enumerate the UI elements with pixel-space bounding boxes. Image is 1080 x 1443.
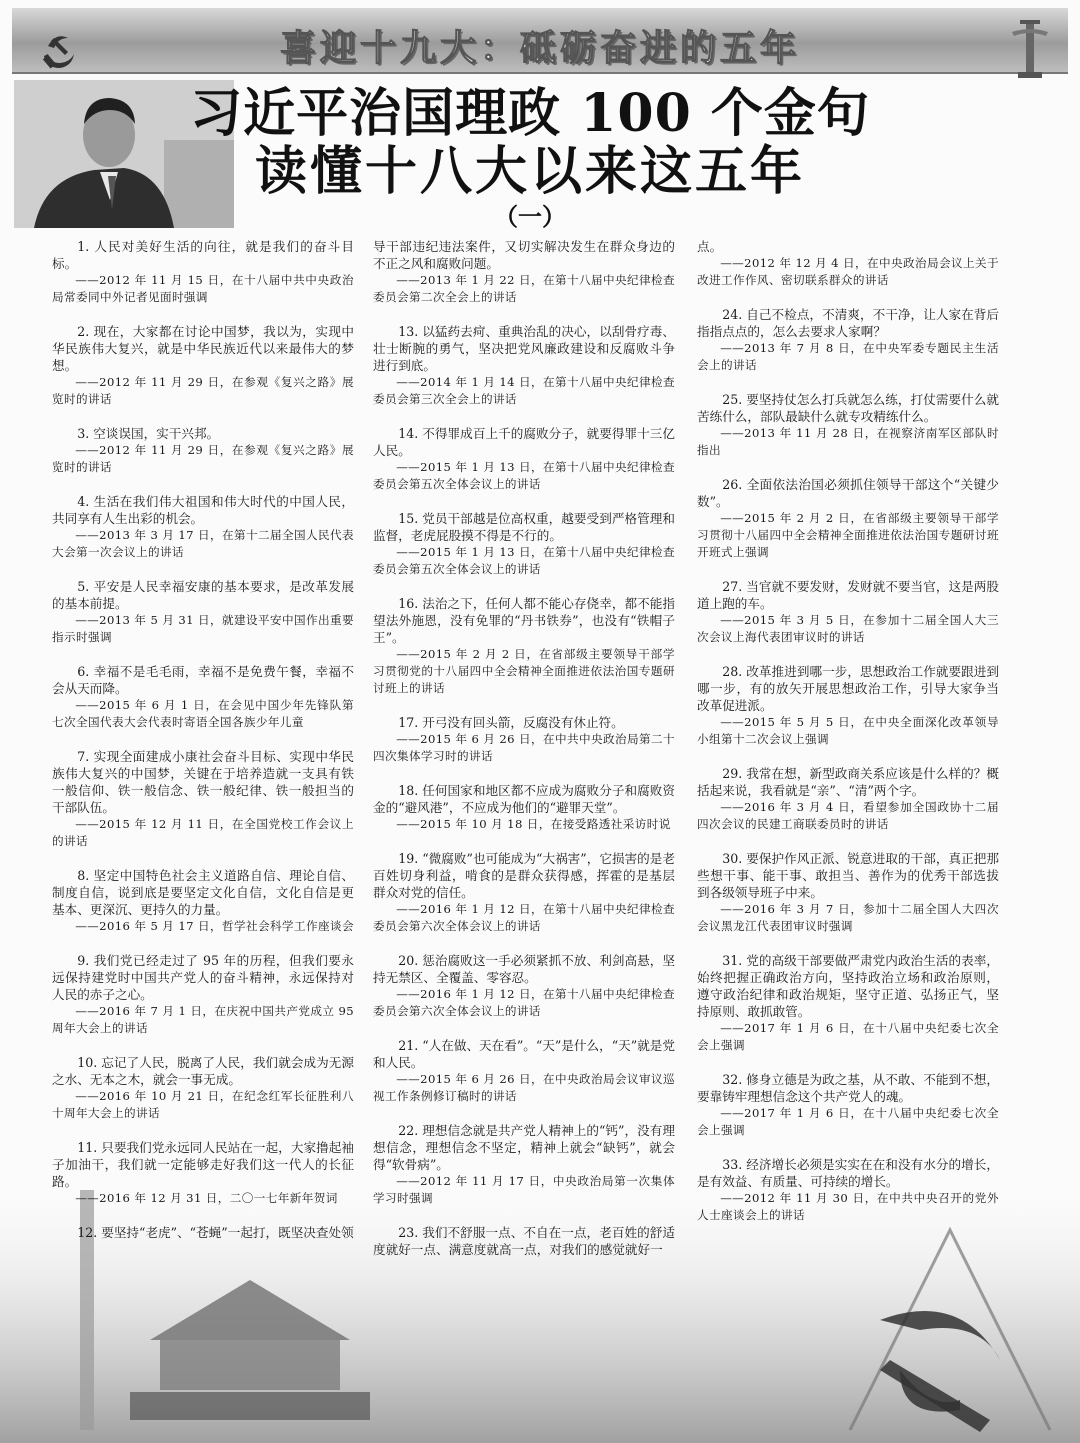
quote-text: 20. 惩治腐败这一手必须紧抓不放、利剑高悬，坚持无禁区、全覆盖、零容忍。 [373,953,675,985]
quote-text: 4. 生活在我们伟大祖国和伟大时代的中国人民，共同享有人生出彩的机会。 [52,494,354,526]
quote-item [52,1054,354,1122]
quote-item [52,952,354,1037]
quote-text: 13. 以猛药去疴、重典治乱的决心，以刮骨疗毒、壮士断腕的勇气，坚决把党风廉政建设和反腐败斗争进行到底。 [373,324,675,373]
quote-source: ——2012 年 11 月 29 日，在参观《复兴之路》展览时的讲话 [52,375,354,406]
quote-source: ——2012 年 12 月 4 日，在中央政治局会议上关于改进工作作风、密切联系群众的讲话 [697,256,999,287]
banner [12,8,1068,74]
column-3 [697,238,999,1241]
quote-source: ——2015 年 6 月 1 日，在会见中国少年先锋队第七次全国代表大会代表时寄语全国各族少年儿童 [52,698,354,729]
quote-text: 11. 只要我们党永远同人民站在一起，大家撸起袖子加油干，我们就一定能够走好我们这一代人的长征路。 [52,1140,354,1189]
quote-source: ——2015 年 1 月 13 日，在第十八届中央纪律检查委员会第五次全体会议上的讲话 [373,460,675,491]
quote-item [697,1156,999,1224]
headline-line1: 习近平治国理政 100 个金句 [190,83,870,144]
quote-source: ——2013 年 5 月 31 日，就建设平安中国作出重要指示时强调 [52,613,354,644]
quote-text: 1. 人民对美好生活的向往，就是我们的奋斗目标。 [52,239,354,271]
quote-source: ——2016 年 7 月 1 日，在庆祝中国共产党成立 95 周年大会上的讲话 [52,1004,354,1035]
quote-text: 30. 要保护作风正派、锐意进取的干部，真正把那些想干事、能干事、敢担当、善作为的优秀干部选拔到各级领导班子中来。 [697,851,999,900]
quote-item [373,595,675,697]
quote-source: ——2013 年 11 月 28 日，在视察济南军区部队时指出 [697,426,999,457]
quote-item [697,238,999,289]
quote-source: ——2013 年 3 月 17 日，在第十二届全国人民代表大会第一次会议上的讲话 [52,528,354,559]
quote-source: ——2016 年 3 月 4 日，看望参加全国政协十二届四次会议的民建工商联委员时的讲话 [697,800,999,831]
quote-source: ——2015 年 2 月 2 日，在省部级主要领导干部学习贯彻党的十八届四中全会精神全面推进依法治国专题研讨班上的讲话 [373,647,675,695]
quote-source: ——2017 年 1 月 6 日，在十八届中央纪委七次全会上强调 [697,1021,999,1052]
quote-item [52,493,354,561]
headline-line2: 读懂十八大以来这五年 [254,141,805,202]
quote-text: 5. 平安是人民幸福安康的基本要求，是改革发展的基本前提。 [52,579,354,611]
quote-source: ——2016 年 3 月 7 日，参加十二届全国人大四次会议黑龙江代表团审议时强调 [697,902,999,933]
quote-item [697,578,999,646]
quote-text: 14. 不得罪成百上千的腐败分子，就要得罪十三亿人民。 [373,426,675,458]
quote-text: 10. 忘记了人民，脱离了人民，我们就会成为无源之水、无本之木，就会一事无成。 [52,1055,354,1087]
quote-item [697,663,999,748]
quote-source: ——2015 年 5 月 5 日，在中央全面深化改革领导小组第十二次会议上强调 [697,715,999,746]
quote-text: 点。 [697,239,723,254]
quote-item [52,1139,354,1207]
quote-item [697,1071,999,1139]
quote-item [52,238,354,306]
quote-source: ——2013 年 1 月 22 日，在第十八届中央纪律检查委员会第二次全会上的讲话 [373,273,675,304]
quote-source: ——2015 年 6 月 26 日，在中央政治局会议审议巡视工作条例修订稿时的讲话 [373,1072,675,1103]
quote-source: ——2015 年 3 月 5 日，在参加十二届全国人大三次会议上海代表团审议时的讲话 [697,613,999,644]
quote-text: 15. 党员干部越是位高权重，越要受到严格管理和监督，老虎屁股摸不得是不行的。 [373,511,675,543]
quote-text: 9. 我们党已经走过了 95 年的历程，但我们要永远保持建党时中国共产党人的奋斗精神，永远保持对人民的赤子之心。 [52,953,354,1002]
quote-text: 7. 实现全面建成小康社会奋斗目标、实现中华民族伟大复兴的中国梦，关键在于培养造就一支具有铁一般信仰、铁一般信念、铁一般纪律、铁一般担当的干部队伍。 [52,749,354,815]
quote-source: ——2015 年 6 月 26 日，在中共中央政治局第二十四次集体学习时的讲话 [373,732,675,763]
quote-source: ——2016 年 12 月 31 日，二〇一七年新年贺词 [75,1191,338,1205]
quote-text: 22. 理想信念就是共产党人精神上的“钙”，没有理想信念，理想信念不坚定，精神上就会“缺钙”，就会得“软骨病”。 [373,1123,675,1172]
quote-text: 25. 要坚持仗怎么打兵就怎么练，打仗需要什么就苦练什么，部队最缺什么就专攻精练什么。 [697,392,999,424]
quote-item [697,476,999,561]
headline-part-number: （一） [494,202,566,231]
quote-text: 12. 要坚持“老虎”、“苍蝇”一起打，既坚决查处领 [77,1225,354,1240]
quote-source: ——2014 年 1 月 14 日，在第十八届中央纪律检查委员会第三次全会上的讲话 [373,375,675,406]
quote-text: 16. 法治之下，任何人都不能心存侥幸，都不能指望法外施恩，没有免罪的“丹书铁券”，也没有“铁帽子王”。 [373,596,675,645]
quote-text: 18. 任何国家和地区都不应成为腐败分子和腐败资金的“避风港”，不应成为他们的“避罪天堂”。 [373,783,675,815]
quote-item [373,1122,675,1207]
quote-item [373,714,675,765]
tiananmen-column-icon [1002,16,1058,80]
quote-item [52,748,354,850]
quote-item [373,425,675,493]
quote-item [373,238,675,306]
quote-text: 6. 幸福不是毛毛雨，幸福不是免费午餐，幸福不会从天而降。 [52,664,354,696]
quote-text: 3. 空谈误国，实干兴邦。 [77,426,220,441]
quote-item [373,1037,675,1105]
quote-text: 19. “微腐败”也可能成为“大祸害”，它损害的是老百姓切身利益，啃食的是群众获得感，挥霍的是基层群众对党的信任。 [373,851,675,900]
quote-text: 24. 自己不检点，不清爽，不干净，让人家在背后指指点点的，怎么去要求人家啊？ [697,307,999,339]
quote-item [373,1224,675,1258]
quote-item [52,578,354,646]
quote-source: ——2016 年 5 月 17 日，哲学社会科学工作座谈会 [75,919,354,933]
quote-text: 33. 经济增长必须是实实在在和没有水分的增长，是有效益、有质量、可持续的增长。 [697,1157,999,1189]
quote-text: 2. 现在，大家都在讨论中国梦，我以为，实现中华民族伟大复兴，就是中华民族近代以来最伟大的梦想。 [52,324,354,373]
quote-source: ——2013 年 7 月 8 日，在中央军委专题民主生活会上的讲话 [697,341,999,372]
quote-item [52,323,354,408]
quote-item [373,323,675,408]
quote-text: 23. 我们不舒服一点、不自在一点，老百姓的舒适度就好一点、满意度就高一点，对我们的感觉就好一 [373,1225,675,1257]
quote-item [373,510,675,578]
quote-text: 26. 全面依法治国必须抓住领导干部这个“关键少数”。 [697,477,999,509]
quote-source: ——2015 年 12 月 11 日，在全国党校工作会议上的讲话 [52,817,354,848]
quote-item [52,425,354,476]
quote-source: ——2017 年 1 月 6 日，在十八届中央纪委七次全会上强调 [697,1106,999,1137]
quote-source: ——2016 年 1 月 12 日，在第十八届中央纪律检查委员会第六次全体会议上的讲话 [373,987,675,1018]
quote-text: 27. 当官就不要发财，发财就不要当官，这是两股道上跑的车。 [697,579,999,611]
quote-item [697,306,999,374]
quote-item [52,867,354,935]
quote-item [697,850,999,935]
quote-text: 导干部违纪违法案件，又切实解决发生在群众身边的不正之风和腐败问题。 [373,239,675,271]
quote-source: ——2015 年 10 月 18 日，在接受路透社采访时说 [396,817,671,831]
quote-text: 21. “人在做、天在看”。“天”是什么，“天”就是党和人民。 [373,1038,675,1070]
quote-item [697,765,999,833]
quote-source: ——2012 年 11 月 29 日，在参观《复兴之路》展览时的讲话 [52,443,354,474]
quote-item [373,850,675,935]
quote-text: 29. 我常在想，新型政商关系应该是什么样的？概括起来说，我看就是“亲”、“清”两个字。 [697,766,999,798]
quote-item [52,1224,354,1241]
quote-source: ——2012 年 11 月 30 日，在中共中央召开的党外人士座谈会上的讲话 [697,1191,999,1222]
quote-item [373,782,675,833]
quote-text: 31. 党的高级干部要做严肃党内政治生活的表率，始终把握正确政治方向，坚持政治立场和政治原则，遵守政治纪律和政治规矩，坚守正道、弘扬正气，坚持原则、敢抓敢管。 [697,953,999,1019]
quote-text: 32. 修身立德是为政之基，从不敢、不能到不想，要靠铸牢理想信念这个共产党人的魂。 [697,1072,999,1104]
quote-item [697,391,999,459]
quote-text: 17. 开弓没有回头箭，反腐没有休止符。 [398,715,624,730]
quote-source: ——2012 年 11 月 15 日，在十八届中共中央政治局常委同中外记者见面时强调 [52,273,354,304]
quote-source: ——2016 年 1 月 12 日，在第十八届中央纪律检查委员会第六次全体会议上的讲话 [373,902,675,933]
quote-source: ——2012 年 11 月 17 日，中央政治局第一次集体学习时强调 [373,1174,675,1205]
headline [180,83,880,232]
quote-source: ——2015 年 2 月 2 日，在省部级主要领导干部学习贯彻十八届四中全会精神全面推进依法治国专题研讨班开班式上强调 [697,511,999,559]
column-2 [373,238,675,1275]
quote-item [373,952,675,1020]
quote-item [697,952,999,1054]
quote-text: 8. 坚定中国特色社会主义道路自信、理论自信、制度自信，说到底是要坚定文化自信，文化自信是更基本、更深沉、更持久的力量。 [52,868,354,917]
quote-source: ——2015 年 1 月 13 日，在第十八届中央纪律检查委员会第五次全体会议上的讲话 [373,545,675,576]
quote-item [52,663,354,731]
quote-text: 28. 改革推进到哪一步，思想政治工作就要跟进到哪一步，有的放矢开展思想政治工作，引导大家争当改革促进派。 [697,664,999,713]
quote-source: ——2016 年 10 月 21 日，在纪念红军长征胜利八十周年大会上的讲话 [52,1089,354,1120]
banner-title: 喜迎十九大：砥砺奋进的五年 [279,28,800,69]
column-1 [52,238,354,1258]
